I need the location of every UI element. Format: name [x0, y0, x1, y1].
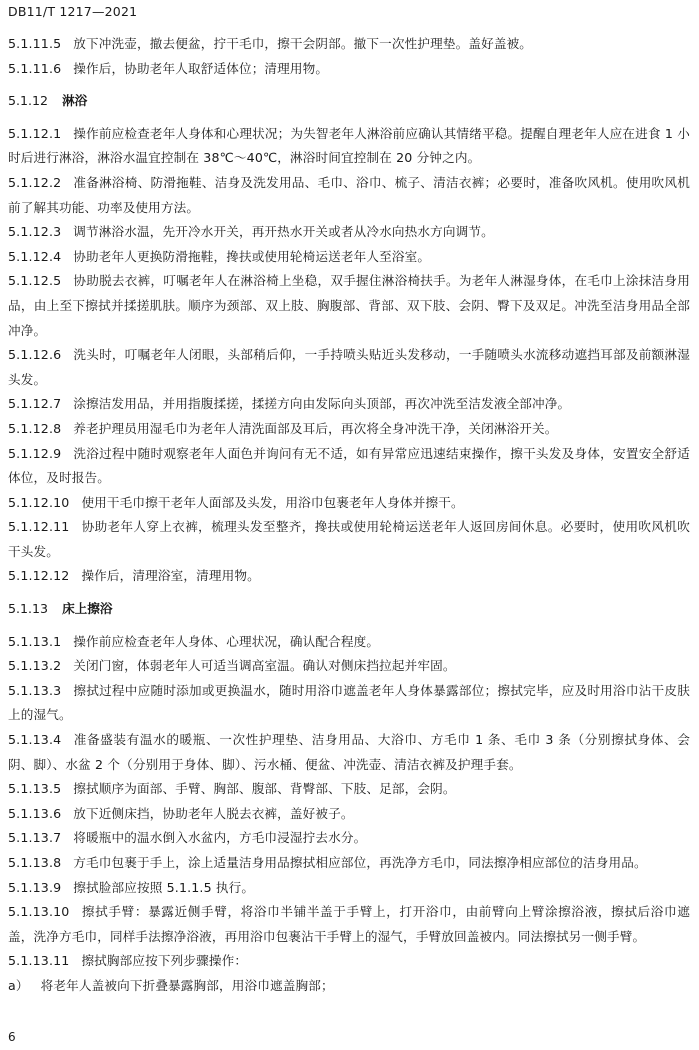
clause-text: 协助脱去衣裤，叮嘱老年人在淋浴椅上坐稳，双手握住淋浴椅扶手。为老年人淋湿身体，在毛巾上涂抹洁身用品，由上至下擦拭并揉搓肌肤。顺序为颈部、双上肢、胸腹部、背部、双下肢、会阴、臀下及双足。冲洗至洁身用品全部冲净。	[8, 273, 690, 338]
clause-number: 5.1.12.12	[8, 568, 70, 584]
clause-paragraph	[8, 171, 690, 220]
clause-text: 涂擦洁发用品，并用指腹揉搓，揉搓方向由发际向头顶部，再次冲洗至洁发液全部冲净。	[73, 396, 571, 412]
clause-number: 5.1.12.8	[8, 420, 62, 436]
clause-paragraph	[8, 491, 690, 516]
clause-number: 5.1.11.6	[8, 60, 62, 76]
clause-paragraph	[8, 343, 690, 392]
clause-text: 关闭门窗，体弱老年人可适当调高室温。确认对侧床挡拉起并牢固。	[73, 658, 456, 674]
clause-text: 放下近侧床挡，协助老年人脱去衣裤，盖好被子。	[73, 805, 354, 821]
clause-text: 协助老年人穿上衣裤，梳理头发至整齐，搀扶或使用轮椅运送老年人返回房间休息。必要时，使用吹风机吹干头发。	[8, 519, 690, 559]
clause-paragraph	[8, 851, 690, 876]
clause-paragraph	[8, 515, 690, 564]
clause-number: 5.1.12.10	[8, 494, 70, 510]
clause-number: 5.1.13.6	[8, 805, 62, 821]
clause-paragraph	[8, 57, 690, 82]
clause-paragraph	[8, 728, 690, 777]
clause-paragraph	[8, 245, 690, 270]
clause-text: 擦拭胸部应按下列步骤操作：	[81, 953, 248, 969]
clause-text: 准备淋浴椅、防滑拖鞋、洁身及洗发用品、毛巾、浴巾、梳子、清洁衣裤；必要时，准备吹风机。使用吹风机前了解其功能、功率及使用方法。	[8, 174, 690, 215]
clause-text: 操作前应检查老年人身体、心理状况，确认配合程度。	[73, 633, 380, 649]
clause-text: 擦拭顺序为面部、手臂、胸部、腹部、背臀部、下肢、足部，会阴。	[73, 781, 456, 797]
clause-paragraph	[8, 442, 690, 491]
clause-text: 操作后，协助老年人取舒适体位；清理用物。	[73, 60, 329, 76]
clause-number: 5.1.13.10	[8, 904, 70, 920]
clause-text: 洗浴过程中随时观察老年人面色并询问有无不适，如有异常应迅速结束操作，擦干头发及身体，安置安全舒适体位，及时报告。	[8, 445, 690, 486]
clause-paragraph	[8, 876, 690, 901]
clause-number: a）	[8, 977, 29, 993]
clause-text: 擦拭过程中应随时添加或更换温水，随时用浴巾遮盖老年人身体暴露部位；擦拭完毕，应及时用浴巾沾干皮肤上的湿气。	[8, 682, 690, 723]
clause-number: 5.1.12.5	[8, 273, 62, 289]
clause-text: 方毛巾包裹于手上，涂上适量洁身用品擦拭相应部位，再洗净方毛巾，同法擦净相应部位的洁身用品。	[73, 855, 647, 870]
section-title: 床上擦浴	[62, 601, 113, 617]
clause-number: 5.1.12.1	[8, 125, 62, 141]
clause-text: 洗头时，叮嘱老年人闭眼，头部稍后仰，一手持喷头贴近头发移动，一手随喷头水流移动遮挡耳部及前额淋湿头发。	[8, 347, 690, 387]
clause-paragraph	[8, 220, 690, 245]
clause-paragraph	[8, 630, 690, 655]
clause-number: 5.1.12.7	[8, 396, 62, 412]
clause-number: 5.1.13.11	[8, 953, 70, 969]
clause-paragraph	[8, 417, 690, 442]
section-title: 淋浴	[62, 93, 88, 109]
clause-paragraph	[8, 974, 690, 999]
clause-text: 准备盛装有温水的暖瓶、一次性护理垫、洁身用品、大浴巾、方毛巾 1 条、毛巾 3 条（分别擦拭身体、会阴、脚）、水盆 2 个（分别用于身体、脚）、污水桶、便盆、冲洗壶、清洁衣裤及护理手套。	[8, 732, 690, 772]
clause-text: 擦拭脸部应按照 5.1.1.5 执行。	[73, 879, 255, 895]
page-number: 6	[8, 1030, 16, 1044]
clause-paragraph	[8, 122, 690, 171]
clause-number: 5.1.12.11	[8, 519, 70, 535]
document-body	[8, 32, 690, 999]
clause-number: 5.1.13.9	[8, 879, 62, 895]
clause-number: 5.1.12.9	[8, 445, 62, 461]
clause-text: 使用干毛巾擦干老年人面部及头发，用浴巾包裹老年人身体并擦干。	[81, 494, 464, 510]
clause-number: 5.1.13.7	[8, 830, 62, 846]
document-code-header: DB11/T 1217—2021	[8, 4, 138, 19]
clause-text: 调节淋浴水温，先开冷水开关，再开热水开关或者从冷水向热水方向调节。	[73, 224, 494, 240]
section-heading	[8, 597, 690, 622]
clause-paragraph	[8, 679, 690, 728]
clause-paragraph	[8, 654, 690, 679]
clause-paragraph	[8, 564, 690, 589]
clause-number: 5.1.13.3	[8, 682, 62, 698]
clause-text: 将老年人盖被向下折叠暴露胸部，用浴巾遮盖胸部；	[40, 977, 334, 993]
clause-text: 操作前应检查老年人身体和心理状况；为失智老年人淋浴前应确认其情绪平稳。提醒自理老年人应在进食 1 小时后进行淋浴，淋浴水温宜控制在 38℃～40℃，淋浴时间宜控制在 20 分钟之内。	[8, 125, 690, 166]
clause-number: 5.1.13.2	[8, 658, 62, 674]
clause-number: 5.1.12.6	[8, 347, 62, 363]
clause-text: 擦拭手臂：暴露近侧手臂，将浴巾半铺半盖于手臂上，打开浴巾，由前臂向上臂涂擦浴液，擦拭后浴巾遮盖，洗净方毛巾，同样手法擦净浴液，再用浴巾包裹沾干手臂上的湿气，手臂放回盖被内。同法擦拭另一侧手臂。	[8, 904, 690, 944]
clause-paragraph	[8, 777, 690, 802]
clause-text: 操作后，清理浴室，清理用物。	[81, 568, 260, 584]
clause-number: 5.1.13.1	[8, 633, 62, 649]
clause-number: 5.1.13.4	[8, 732, 62, 748]
clause-text: 养老护理员用湿毛巾为老年人清洗面部及耳后，再次将全身冲洗干净，关闭淋浴开关。	[73, 420, 558, 436]
clause-number: 5.1.12.2	[8, 174, 62, 190]
clause-number: 5.1.12.3	[8, 224, 62, 240]
section-heading	[8, 89, 690, 114]
clause-paragraph	[8, 269, 690, 343]
clause-number: 5.1.11.5	[8, 36, 62, 51]
clause-text: 放下冲洗壶，撤去便盆，拧干毛巾，擦干会阴部。撤下一次性护理垫。盖好盖被。	[73, 36, 533, 51]
section-number: 5.1.12	[8, 93, 49, 109]
clause-paragraph	[8, 900, 690, 949]
clause-number: 5.1.12.4	[8, 248, 62, 264]
clause-text: 将暖瓶中的温水倒入水盆内，方毛巾浸湿拧去水分。	[73, 830, 367, 846]
section-number: 5.1.13	[8, 601, 49, 617]
clause-number: 5.1.13.8	[8, 855, 62, 870]
clause-text: 协助老年人更换防滑拖鞋，搀扶或使用轮椅运送老年人至浴室。	[73, 248, 431, 264]
clause-number: 5.1.13.5	[8, 781, 62, 797]
clause-paragraph	[8, 802, 690, 827]
clause-paragraph	[8, 949, 690, 974]
clause-paragraph	[8, 826, 690, 851]
clause-paragraph	[8, 32, 690, 57]
clause-paragraph	[8, 392, 690, 417]
